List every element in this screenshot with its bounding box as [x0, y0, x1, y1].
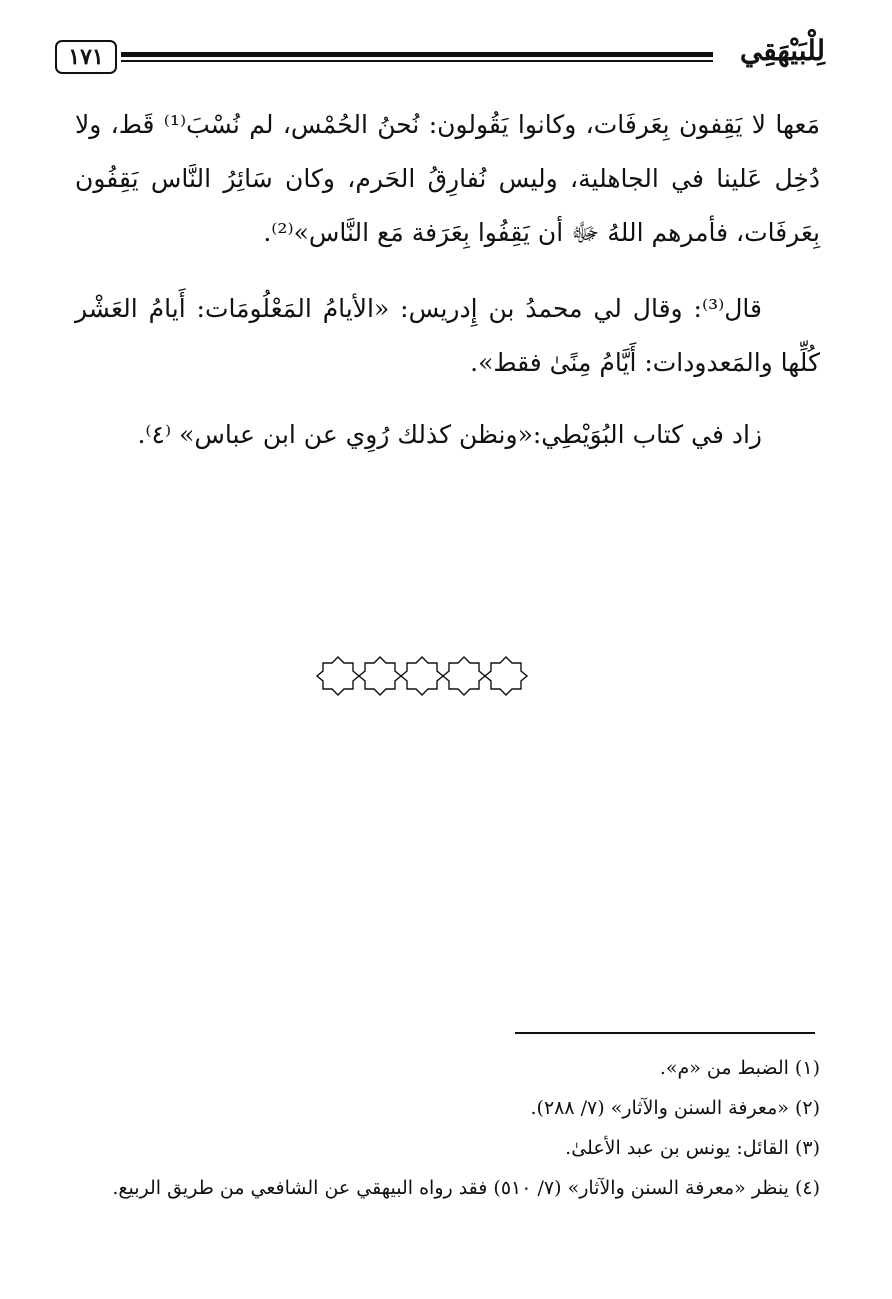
star-ornament-icon	[443, 657, 485, 695]
star-ornament-icon	[317, 657, 359, 695]
star-ornament-icon	[359, 657, 401, 695]
header-rule-thick	[121, 52, 713, 57]
footnote-separator	[515, 1032, 815, 1034]
footnote-1: (١) الضبط من «م».	[659, 1057, 820, 1079]
footnote-3: (٣) القائل: يونس بن عبد الأعلىٰ.	[565, 1137, 820, 1159]
footnote-2: (٢) «معرفة السنن والآثار» (٧/ ٢٨٨).	[530, 1097, 820, 1119]
footnotes	[75, 1048, 820, 1208]
running-title: لِلْبَيْهَقِي	[739, 34, 825, 67]
page-number: ١٧١	[55, 40, 117, 74]
header-rule-thin	[121, 60, 713, 62]
body-paragraph-1: مَعها لا يَقِفون بِعَرفَات، وكانوا يَقُولون: نُحنُ الحُمْس، لم نُسْبَ⁽¹⁾ قَط، ولا دُخِل عَلينا في الجاهلية، وليس نُفارِقُ الحَرم، وكان سَائِرُ النَّاس يَقِفُون بِعَرفَات، فأمرهم اللهُ ﷻ أن يَقِفُوا بِعَرَفة مَع النَّاس»⁽²⁾.	[75, 110, 820, 247]
page-header	[55, 34, 825, 82]
footnote-4: (٤) ينظر «معرفة السنن والآثار» (٧/ ٥١٠) فقد رواه البيهقي عن الشافعي من طريق الربيع.	[112, 1177, 820, 1199]
body-paragraph-2: قال⁽³⁾: وقال لي محمدُ بن إِدريس: «الأيامُ المَعْلُومَات: أَيامُ العَشْر كُلِّها والمَعدودات: أَيَّامُ مِنًىٰ فقط».	[75, 294, 820, 377]
section-ornament	[316, 653, 528, 699]
star-ornament-icon	[485, 657, 527, 695]
body-paragraph-3: زاد في كتاب البُوَيْطِي:«ونظن كذلك رُوِي عن ابن عباس» ⁽٤⁾.	[137, 420, 762, 449]
star-ornament-icon	[401, 657, 443, 695]
